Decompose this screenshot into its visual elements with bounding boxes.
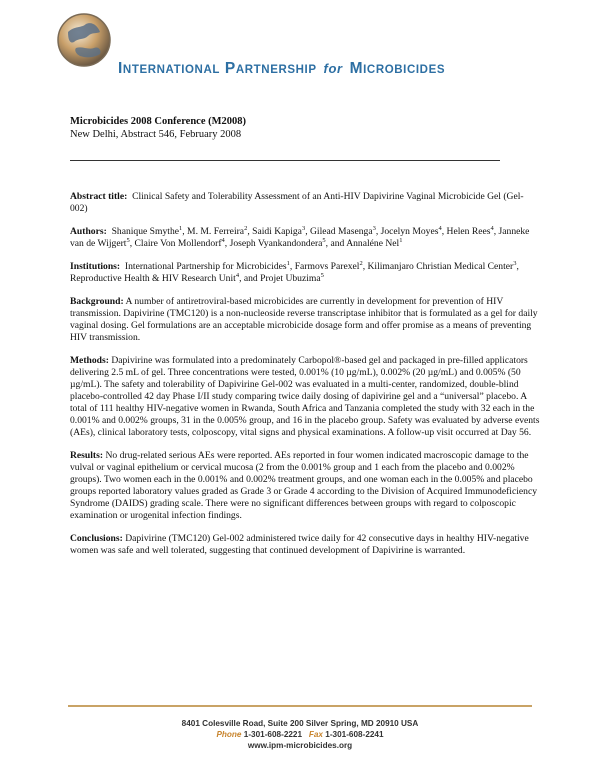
footer-website[interactable]: www.ipm-microbicides.org <box>247 741 353 750</box>
abstract-title-section <box>70 191 540 215</box>
institutions-label: Institutions: <box>70 261 121 272</box>
header-divider <box>70 160 500 161</box>
author: Shanique Smythe$^1$ <box>111 224 183 237</box>
phone-number: 1-301-608-2221 <box>243 730 303 739</box>
conference-info <box>70 115 246 141</box>
results-section <box>70 450 540 522</box>
methods-label: Methods: <box>70 355 109 366</box>
results-label: Results: <box>70 450 104 461</box>
methods-text: Dapivirine was formulated into a predominately Carbopol®-based gel and packaged in pre-filled applicators delivering 2.5 mL of gel. Three concentrations were tested, 0.001% (10 µg/mL), 0.002% (20 µg/mL) and 0.005% (50 µg/mL). The safety and tolerability of Dapivirine Gel-002 was evaluated in a multi-center, randomized, double-blind placebo-controlled 42 day Phase I/II study comparing twice daily dosing of dapivirine gel and a “universal” placebo. A total of 111 healthy HIV-negative women in Rwanda, South Africa and Tanzania completed the study with 32 each in the 0.001% and 0.002% groups, 31 in the 0.005% group, and 16 in the placebo group. Safety was evaluated by adverse events (AEs), clinical laboratory tests, colposcopy, vital signs and physical examinations. A follow-up visit occurred at Day 56. <box>70 355 540 438</box>
author: Saidi Kapiga$^3$ <box>252 224 306 237</box>
institution: International Partnership for Microbicides$^1$ <box>124 259 290 272</box>
fax-label: Fax <box>308 730 323 739</box>
authors-section: Authors: Shanique Smythe$^1$, M. M. Ferreira$^2$, Saidi Kapiga$^3$, Gilead Masenga$^3$, Jocelyn Moyes$^4$, Helen Rees$^4$, Janneke van de Wijgert$^5$, Claire Von Mollendorf$^4$, Joseph Vyankandondera$^5$, and Annaléne Nel$^1$ <box>70 224 530 249</box>
conference-subtitle: New Delhi, Abstract 546, February 2008 <box>70 129 242 140</box>
author: Helen Rees$^4$ <box>446 224 494 237</box>
author: Annaléne Nel$^1$ <box>346 236 403 249</box>
author: M. M. Ferreira$^2$ <box>187 224 248 237</box>
background-text: A number of antiretroviral-based microbicides are currently in development for prevention of HIV transmission. Dapivirine (TMC120) is a non-nucleoside reverse transcriptase inhibitor that is formulated as a gel for daily vaginal dosing. Gel formulations are an acceptable microbicide dosage form and offer promise as a means of preventing HIV transmission. <box>70 296 538 343</box>
institution: Projet Ubuzima$^5$ <box>260 271 324 284</box>
institution: Farmovs Parexel$^2$ <box>294 259 363 272</box>
organization-name: INTERNATIONAL PARTNERSHIP for MICROBICIDES <box>118 60 446 77</box>
footer-divider <box>68 705 532 707</box>
footer <box>0 718 600 751</box>
fax-number: 1-301-608-2241 <box>325 730 384 739</box>
authors-label: Authors: <box>70 226 107 237</box>
abstract-body <box>70 191 540 568</box>
phone-label: Phone <box>216 730 242 739</box>
conclusions-section <box>70 533 540 557</box>
background-label: Background: <box>70 296 124 307</box>
abstract-title-label: Abstract title: <box>70 191 128 202</box>
results-text: No drug-related serious AEs were reported. AEs reported in four women indicated macroscopic damage to the vulval or vaginal epithelium or cervical mucosa (2 from the 0.001% group and 1 each from the placebo and 0.002% groups). Two women each in the 0.001% and 0.002% treatment groups, and one woman each in the 0.005% and placebo groups reported laboratory values graded as Grade 3 or Grade 4 according to the Division of Acquired Immunodeficiency Syndrome (DAIDS) grading scale. There were no significant differences between groups with regard to colposcopic examination or urogenital infection findings. <box>70 450 538 521</box>
footer-address: 8401 Colesville Road, Suite 200 Silver Spring, MD 20910 USA <box>181 719 419 728</box>
background-section <box>70 296 540 344</box>
author: Claire Von Mollendorf$^4$ <box>134 236 225 249</box>
footer-contact <box>0 729 600 740</box>
institution: Kilimanjaro Christian Medical Center$^3$ <box>367 259 517 272</box>
author: Gilead Masenga$^3$ <box>309 224 376 237</box>
author: Joseph Vyankandondera$^5$ <box>229 236 326 249</box>
ipm-globe-logo-icon <box>56 12 112 68</box>
institutions-section: Institutions: International Partnership for Microbicides$^1$, Farmovs Parexel$^2$, Kilimanjaro Christian Medical Center$^3$, Reproductive Health & HIV Research Unit$^4$, and Projet Ubuzima$^5$ <box>70 259 519 284</box>
author: Jocelyn Moyes$^4$ <box>380 224 442 237</box>
conference-title: Microbicides 2008 Conference (M2008) <box>70 116 247 127</box>
abstract-title: Clinical Safety and Tolerability Assessment of an Anti-HIV Dapivirine Vaginal Microbicide Gel (Gel-002) <box>70 191 524 214</box>
conclusions-text: Dapivirine (TMC120) Gel-002 administered twice daily for 42 consecutive days in healthy HIV-negative women was safe and well tolerated, suggesting that continued development of Dapivirine is warranted. <box>70 533 529 556</box>
institution: Reproductive Health & HIV Research Unit$^4$ <box>70 271 240 284</box>
author: Janneke van de Wijgert$^5$ <box>70 226 530 249</box>
methods-section <box>70 355 540 439</box>
conclusions-label: Conclusions: <box>70 533 123 544</box>
